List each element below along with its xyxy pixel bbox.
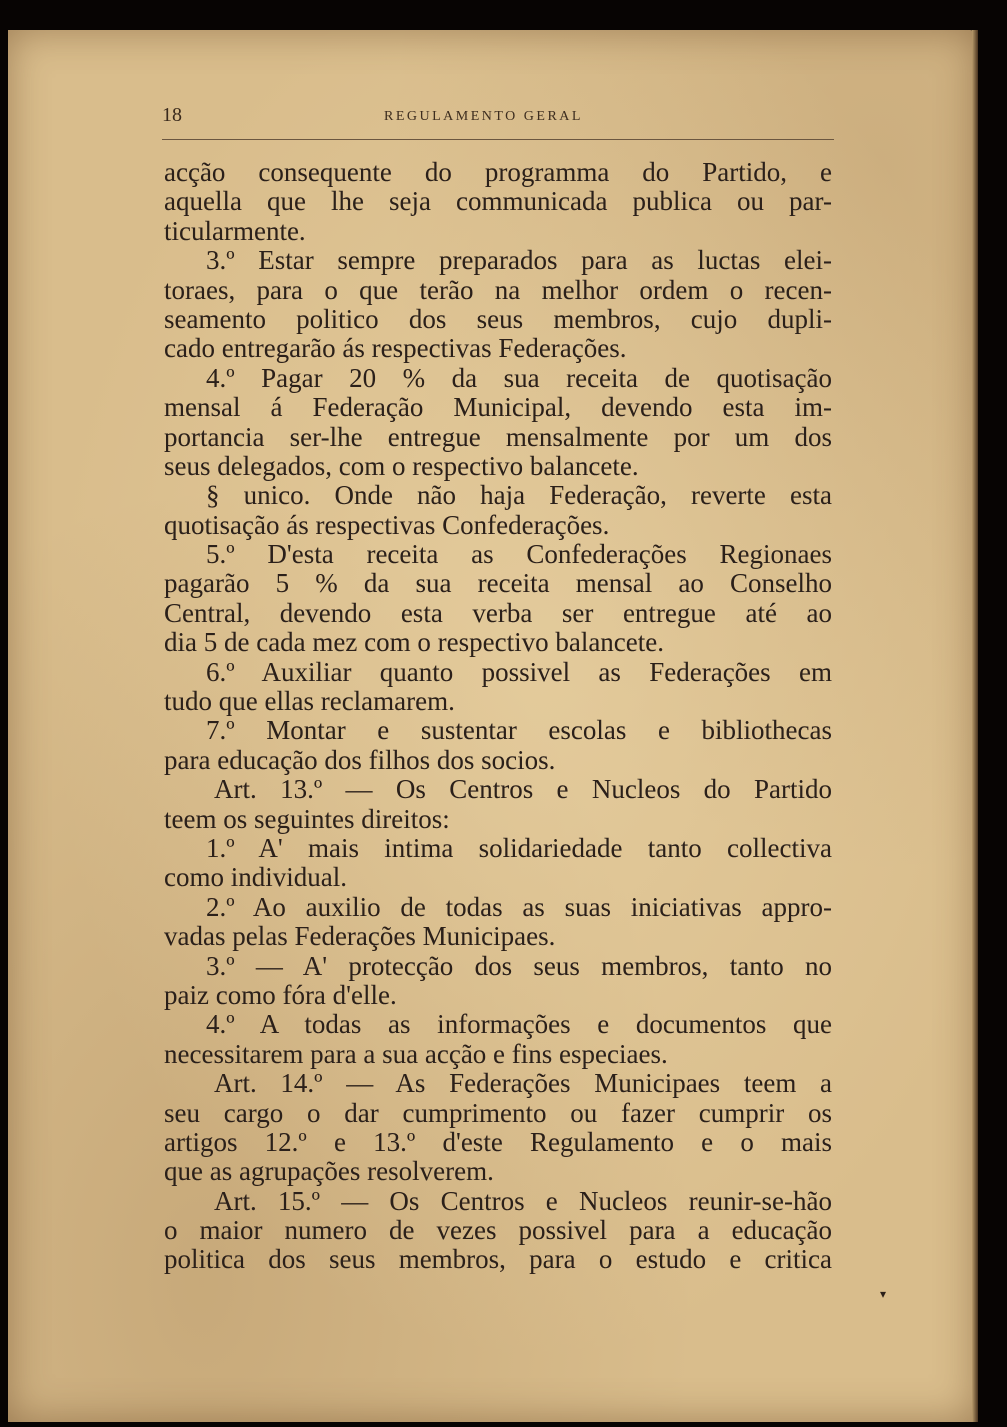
printer-mark: ▾ <box>880 1287 887 1301</box>
text-line: portancia ser-lhe entregue mensalmente por um dos <box>164 421 832 452</box>
text-line: 3.º — A' protecção dos seus membros, tanto no <box>206 950 832 981</box>
text-line: Art. 14.º — As Federações Municipaes teem a <box>214 1068 832 1099</box>
text-line: Art. 13.º — Os Centros e Nucleos do Partido <box>214 774 832 805</box>
text-line: mensal á Federação Municipal, devendo esta im- <box>164 392 832 423</box>
text-line: seamento politico dos seus membros, cujo dupli- <box>164 303 832 334</box>
header-rule <box>162 139 834 140</box>
text-line: Art. 15.º — Os Centros e Nucleos reunir-se-hão <box>214 1185 832 1216</box>
text-line: 4.º Pagar 20 % da sua receita de quotisação <box>206 362 832 393</box>
text-line: o maior numero de vezes possivel para a educação <box>164 1215 832 1246</box>
text-line: pagarão 5 % da sua receita mensal ao Conselho <box>164 568 832 599</box>
text-line: 2.º Ao auxilio de todas as suas iniciativas appro- <box>206 891 832 922</box>
page-edge <box>972 30 978 1422</box>
text-line: aquella que lhe seja communicada publica ou par- <box>164 186 832 217</box>
text-line: 3.º Estar sempre preparados para as luctas elei- <box>206 245 832 276</box>
text-line: 1.º A' mais intima solidariedade tanto collectiva <box>206 832 832 863</box>
text-line: toraes, para o que terão na melhor ordem o recen- <box>164 274 832 305</box>
text-line: artigos 12.º e 13.º d'este Regulamento e o mais <box>164 1126 832 1157</box>
text-line: acção consequente do programma do Partido, e <box>164 157 832 187</box>
text-line: § unico. Onde não haja Federação, reverte esta <box>206 480 832 511</box>
text-line: paiz como fóra d'elle. <box>164 979 397 1010</box>
text-line: seu cargo o dar cumprimento ou fazer cumprir os <box>164 1097 832 1128</box>
body-text <box>164 158 832 1275</box>
text-line: para educação dos filhos dos socios. <box>164 744 556 775</box>
text-line: necessitarem para a sua acção e fins especiaes. <box>164 1038 668 1069</box>
text-line: ticularmente. <box>164 215 306 246</box>
text-line: politica dos seus membros, para o estudo e critica <box>164 1244 832 1275</box>
text-line: 5.º D'esta receita as Confederações Regionaes <box>206 539 832 570</box>
page-header <box>162 100 832 140</box>
text-line: 6.º Auxiliar quanto possivel as Federações em <box>206 656 832 687</box>
text-line: teem os seguintes direitos: <box>164 803 450 834</box>
text-line: seus delegados, com o respectivo balancete. <box>164 450 639 481</box>
running-head: REGULAMENTO GERAL <box>384 109 583 124</box>
text-line: 4.º A todas as informações e documentos que <box>206 1009 832 1040</box>
text-line: vadas pelas Federações Municipaes. <box>164 921 556 952</box>
text-line: 7.º Montar e sustentar escolas e bibliothecas <box>206 715 832 746</box>
page-number: 18 <box>162 104 182 126</box>
text-line: quotisação ás respectivas Confederações. <box>164 509 610 540</box>
text-line: cado entregarão ás respectivas Federações. <box>164 333 627 364</box>
text-line: tudo que ellas reclamarem. <box>164 686 455 717</box>
text-line: dia 5 de cada mez com o respectivo balancete. <box>164 627 665 658</box>
text-line: como individual. <box>164 862 347 893</box>
text-line: Central, devendo esta verba ser entregue até ao <box>164 597 832 628</box>
text-line: que as agrupações resolverem. <box>164 1156 494 1187</box>
